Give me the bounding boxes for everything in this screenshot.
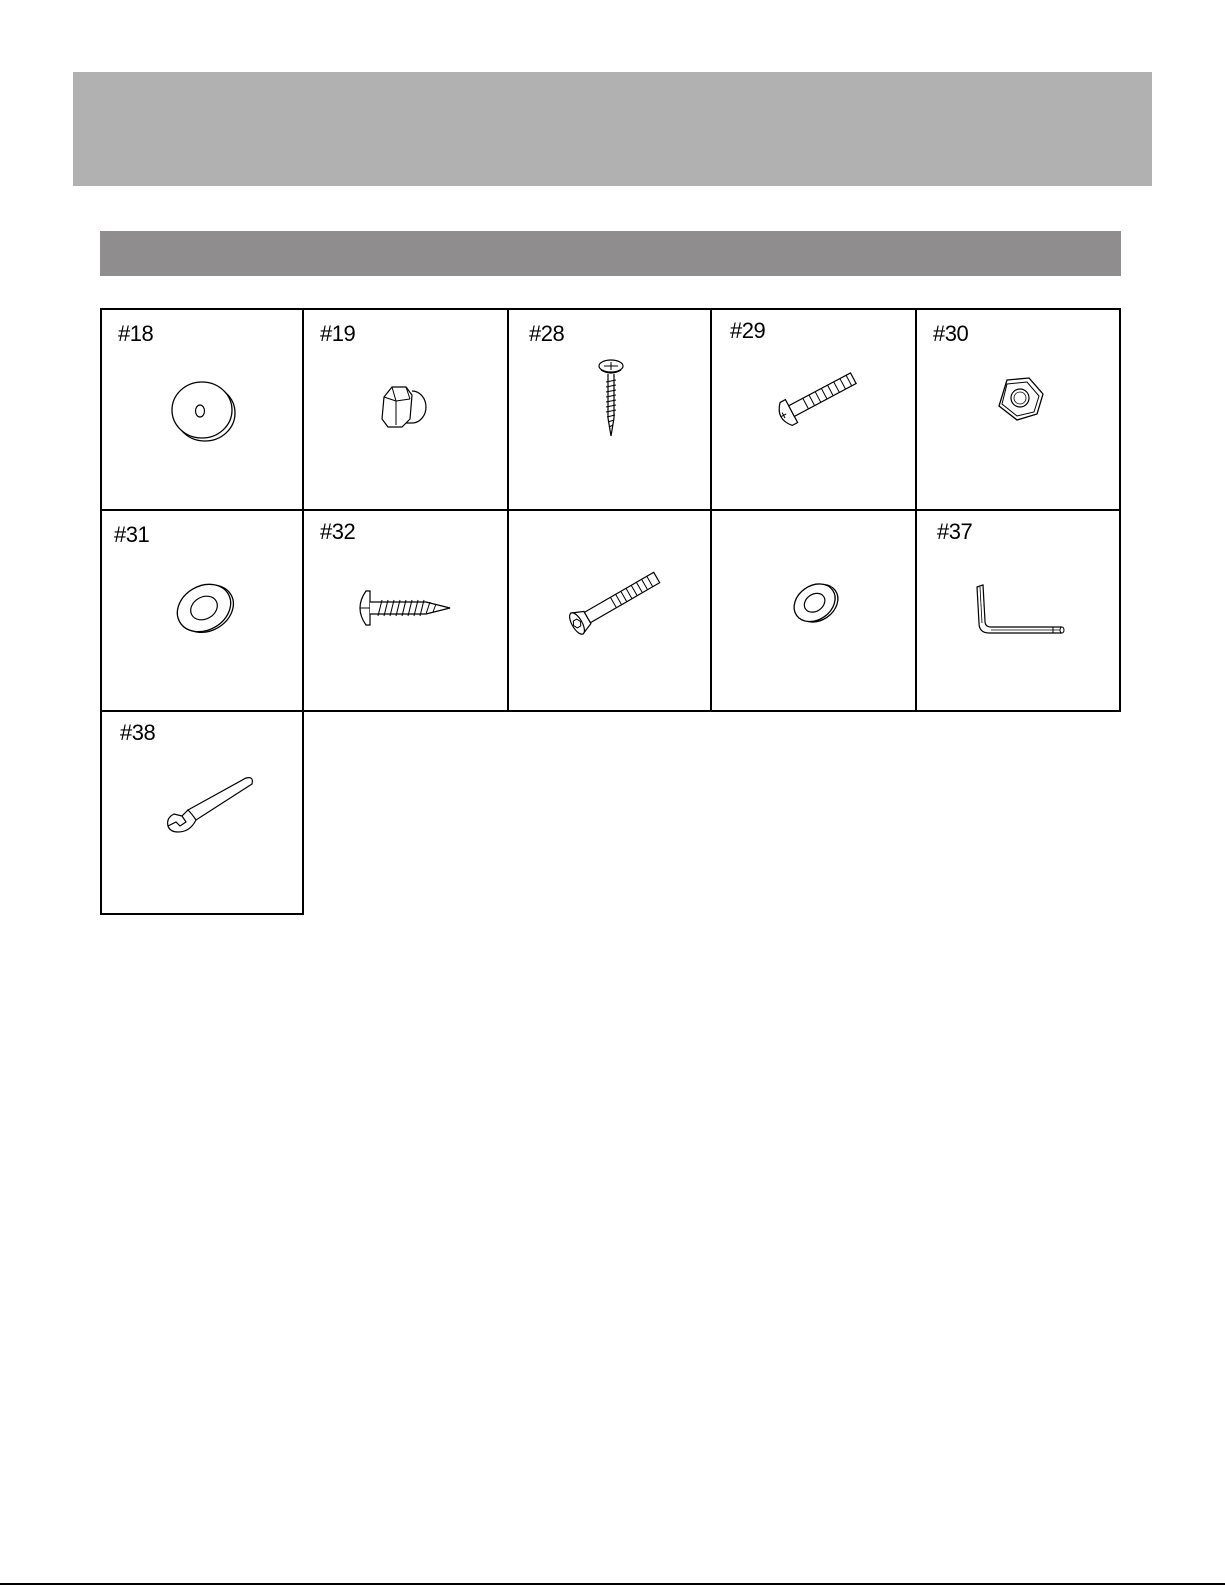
washer-large-icon	[164, 370, 244, 450]
section-title-band	[100, 231, 1121, 276]
header-band	[73, 72, 1152, 186]
part-cell-small-washer	[710, 509, 917, 712]
part-label: #38	[120, 720, 156, 745]
part-label: #29	[730, 318, 766, 343]
part-cell-38	[100, 710, 304, 915]
allen-key-icon	[973, 583, 1073, 643]
part-cell-29	[710, 308, 917, 511]
phillips-screw-icon	[591, 358, 631, 438]
small-washer-icon	[786, 573, 846, 633]
part-label: #37	[937, 519, 973, 544]
wood-screw-icon	[356, 583, 456, 633]
part-cell-18	[100, 308, 304, 511]
hex-socket-bolt-icon	[561, 561, 671, 641]
part-cell-31	[100, 509, 304, 712]
part-label: #19	[320, 321, 356, 346]
part-cell-37	[915, 509, 1121, 712]
truss-head-bolt-icon	[768, 362, 868, 432]
part-label: #30	[933, 321, 969, 346]
part-cell-28	[507, 308, 712, 511]
part-cell-hex-bolt	[507, 509, 712, 712]
flat-washer-icon	[164, 568, 244, 648]
wrench-icon	[162, 770, 262, 840]
part-cell-19	[302, 308, 509, 511]
part-label: #28	[529, 321, 565, 346]
part-label: #31	[114, 522, 150, 547]
hex-nut-icon	[989, 370, 1049, 430]
part-label: #32	[320, 519, 356, 544]
part-label: #18	[118, 321, 154, 346]
cap-nut-icon	[376, 375, 436, 435]
part-cell-32	[302, 509, 509, 712]
part-cell-30	[915, 308, 1121, 511]
